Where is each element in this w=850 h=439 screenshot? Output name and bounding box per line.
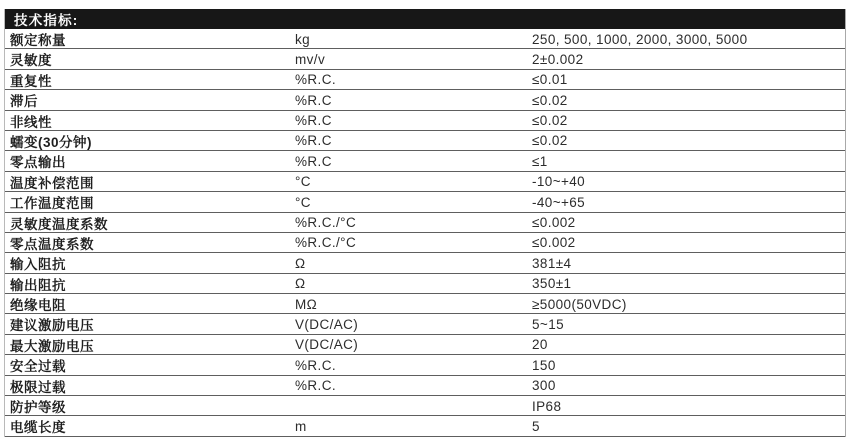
spec-unit: kg bbox=[295, 31, 311, 47]
spec-value: ≤0.02 bbox=[532, 92, 568, 108]
spec-unit: m bbox=[295, 418, 307, 434]
spec-name: 零点输出 bbox=[10, 155, 66, 171]
spec-value: ≤1 bbox=[532, 153, 548, 169]
spec-value: 300 bbox=[532, 378, 556, 394]
spec-row bbox=[5, 253, 845, 273]
spec-unit: %R.C. bbox=[295, 72, 337, 88]
spec-row bbox=[5, 376, 845, 396]
spec-name: 工作温度范围 bbox=[10, 196, 94, 212]
spec-name: 重复性 bbox=[10, 73, 52, 89]
spec-unit: °C bbox=[295, 174, 311, 190]
spec-unit: %R.C. bbox=[295, 357, 337, 373]
spec-value: -10~+40 bbox=[532, 174, 586, 190]
spec-rows bbox=[5, 29, 845, 437]
spec-value: ≤0.02 bbox=[532, 133, 568, 149]
spec-name: 极限过载 bbox=[10, 379, 66, 395]
spec-value: ≥5000(50VDC) bbox=[532, 296, 627, 312]
spec-value: 20 bbox=[532, 337, 548, 353]
spec-table-title: 技术指标: bbox=[14, 13, 79, 28]
spec-unit: %R.C bbox=[295, 92, 332, 108]
spec-name: 安全过载 bbox=[10, 359, 66, 375]
spec-name: 绝缘电阻 bbox=[10, 298, 66, 314]
spec-value: -40~+65 bbox=[532, 194, 586, 210]
spec-unit: Ω bbox=[295, 276, 306, 292]
spec-name: 输入阻抗 bbox=[10, 257, 66, 273]
spec-name: 额定称量 bbox=[10, 33, 66, 48]
spec-unit: %R.C bbox=[295, 113, 332, 129]
spec-name: 灵敏度 bbox=[10, 53, 52, 69]
spec-unit: %R.C bbox=[295, 133, 332, 149]
spec-value: IP68 bbox=[532, 398, 562, 414]
spec-name: 温度补偿范围 bbox=[10, 175, 94, 191]
spec-row bbox=[5, 29, 845, 49]
spec-value: 2±0.002 bbox=[532, 51, 584, 67]
spec-name: 蠕变(30分钟) bbox=[10, 134, 93, 150]
spec-row bbox=[5, 233, 845, 253]
spec-unit: V(DC/AC) bbox=[295, 316, 359, 332]
spec-unit: V(DC/AC) bbox=[295, 337, 359, 353]
spec-name: 滞后 bbox=[10, 94, 38, 110]
spec-row bbox=[5, 90, 845, 110]
spec-row bbox=[5, 49, 845, 69]
spec-value: ≤0.002 bbox=[532, 235, 576, 251]
spec-name: 灵敏度温度系数 bbox=[10, 216, 108, 232]
spec-row bbox=[5, 416, 845, 436]
spec-row bbox=[5, 274, 845, 294]
spec-unit: MΩ bbox=[295, 296, 318, 312]
spec-row bbox=[5, 314, 845, 334]
spec-name: 电缆长度 bbox=[10, 420, 66, 436]
spec-unit: °C bbox=[295, 194, 311, 210]
spec-row bbox=[5, 111, 845, 131]
spec-value: 150 bbox=[532, 357, 556, 373]
spec-row bbox=[5, 70, 845, 90]
spec-row bbox=[5, 396, 845, 416]
spec-value: ≤0.01 bbox=[532, 72, 568, 88]
spec-row bbox=[5, 335, 845, 355]
spec-table bbox=[4, 9, 846, 437]
spec-row bbox=[5, 192, 845, 212]
spec-row bbox=[5, 213, 845, 233]
spec-name: 输出阻抗 bbox=[10, 277, 66, 293]
spec-name: 建议激励电压 bbox=[10, 318, 94, 334]
spec-row bbox=[5, 131, 845, 151]
spec-row bbox=[5, 355, 845, 375]
spec-value: 381±4 bbox=[532, 255, 572, 271]
spec-row bbox=[5, 151, 845, 171]
spec-unit: %R.C. bbox=[295, 378, 337, 394]
spec-value: 250, 500, 1000, 2000, 3000, 5000 bbox=[532, 31, 748, 47]
spec-unit: %R.C bbox=[295, 153, 332, 169]
spec-row bbox=[5, 172, 845, 192]
spec-unit: Ω bbox=[295, 255, 306, 271]
spec-value: ≤0.02 bbox=[532, 113, 568, 129]
spec-name: 防护等级 bbox=[10, 400, 66, 416]
spec-value: 5 bbox=[532, 418, 540, 434]
spec-unit: %R.C./°C bbox=[295, 215, 357, 231]
spec-value: 5~15 bbox=[532, 316, 565, 332]
spec-value: 350±1 bbox=[532, 276, 572, 292]
spec-table-header bbox=[5, 9, 845, 29]
spec-value: ≤0.002 bbox=[532, 215, 576, 231]
spec-name: 最大激励电压 bbox=[10, 338, 94, 354]
spec-name: 零点温度系数 bbox=[10, 236, 94, 252]
spec-row bbox=[5, 294, 845, 314]
spec-unit: %R.C./°C bbox=[295, 235, 357, 251]
spec-name: 非线性 bbox=[10, 114, 52, 130]
spec-unit: mv/v bbox=[295, 51, 326, 67]
